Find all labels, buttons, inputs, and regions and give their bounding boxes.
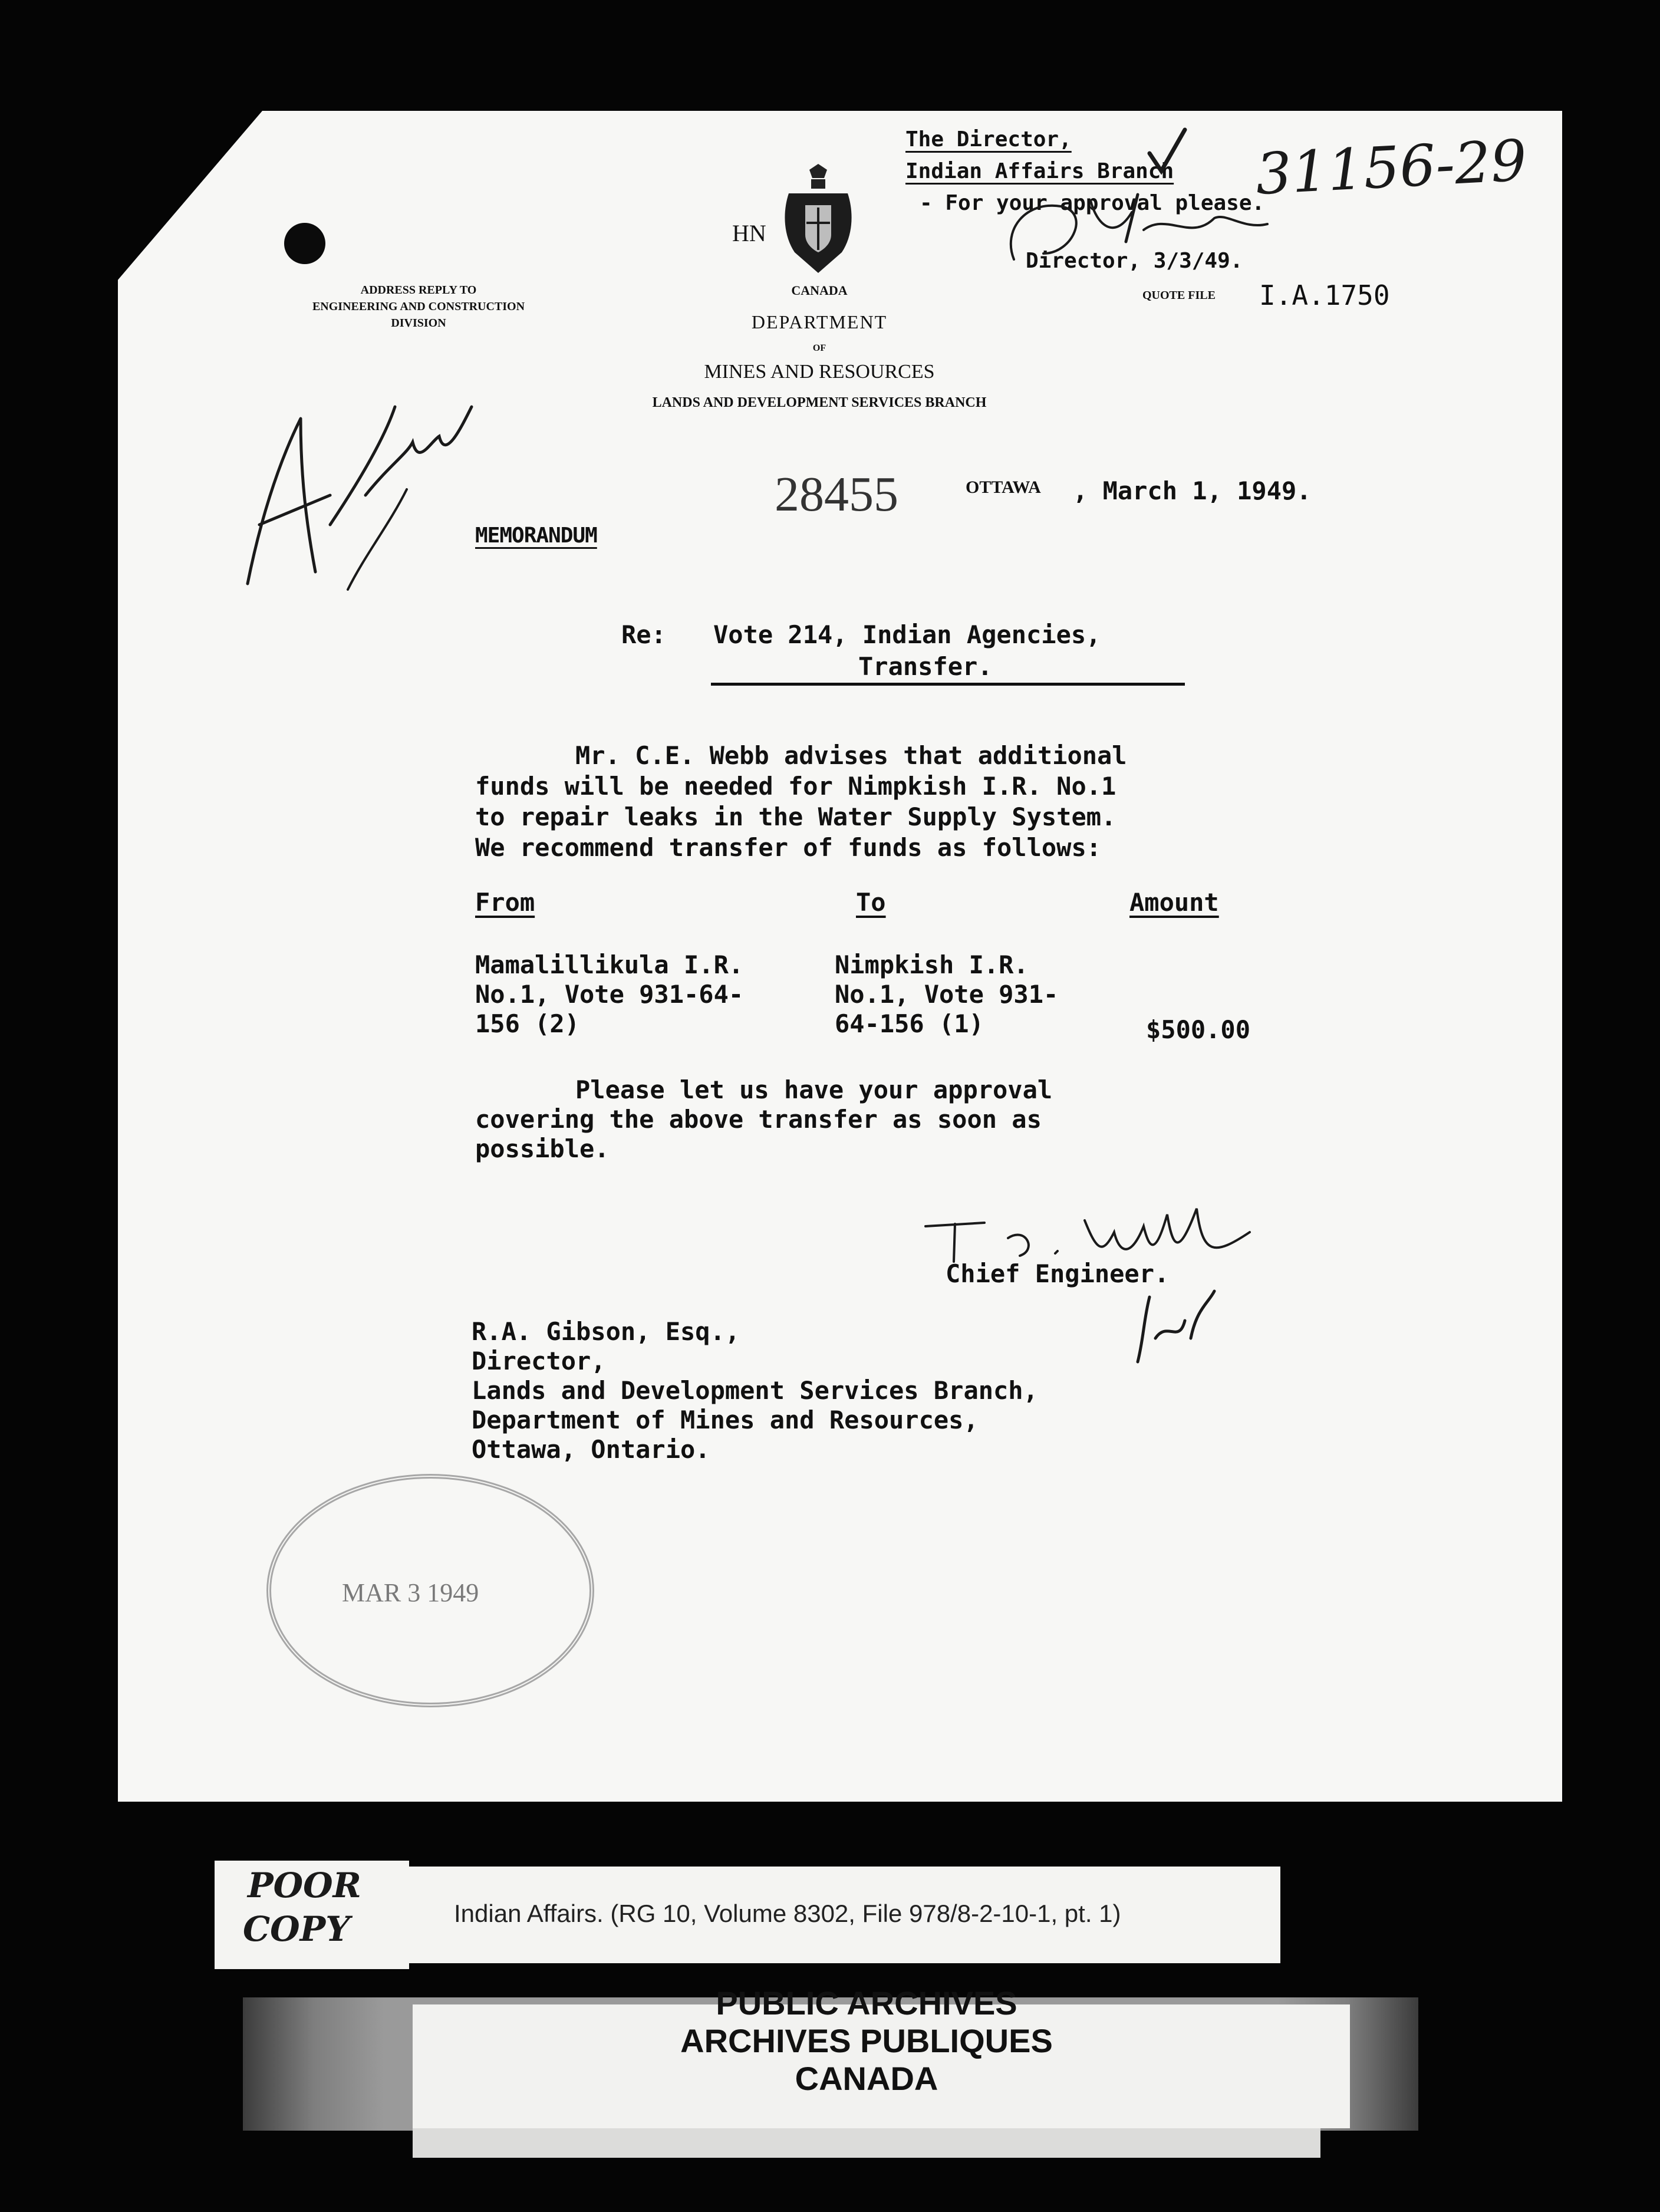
routing-note-line: - For your approval please. bbox=[920, 191, 1265, 215]
routing-note-line: Indian Affairs Branch bbox=[905, 159, 1174, 183]
branch-label: LANDS AND DEVELOPMENT SERVICES BRANCH bbox=[652, 395, 987, 410]
transfer-to-line: No.1, Vote 931- bbox=[835, 980, 1059, 1009]
archive-label-line: ARCHIVES PUBLIQUES bbox=[680, 2022, 1053, 2059]
transfer-from-line: 156 (2) bbox=[475, 1009, 580, 1038]
ministry-label: MINES AND RESOURCES bbox=[704, 361, 935, 383]
transfer-to-cell bbox=[835, 950, 1058, 1039]
transfer-from-cell bbox=[475, 950, 743, 1039]
poor-copy-line: POOR bbox=[248, 1865, 361, 1905]
column-header-to: To bbox=[856, 888, 886, 917]
poor-copy-line: COPY bbox=[243, 1909, 350, 1949]
quote-file-label: QUOTE FILE bbox=[1142, 289, 1216, 302]
quote-file-value: I.A.1750 bbox=[1259, 279, 1390, 311]
body-line: to repair leaks in the Water Supply System. bbox=[475, 802, 1116, 831]
memo-heading: MEMORANDUM bbox=[475, 524, 597, 548]
coat-of-arms-icon bbox=[777, 164, 859, 276]
address-reply-block bbox=[277, 282, 560, 331]
subject-re: Re: bbox=[621, 620, 666, 649]
archive-label-text bbox=[589, 1984, 1144, 2098]
initials-scribble bbox=[212, 348, 489, 595]
punch-hole bbox=[284, 223, 325, 264]
transfer-to-line: Nimpkish I.R. bbox=[835, 950, 1029, 979]
routing-note-line: Director, 3/3/49. bbox=[1026, 249, 1243, 273]
memo-date: , March 1, 1949. bbox=[1073, 476, 1312, 505]
addressee-line: R.A. Gibson, Esq., bbox=[472, 1317, 740, 1346]
body-line: Mr. C.E. Webb advises that additional bbox=[575, 741, 1127, 770]
closing-line: covering the above transfer as soon as bbox=[475, 1105, 1042, 1134]
subject-line: Transfer. bbox=[858, 652, 993, 681]
addressee-block bbox=[472, 1317, 1038, 1464]
addressee-line: Director, bbox=[472, 1347, 606, 1375]
subject-underline bbox=[711, 683, 1185, 686]
addressee-line: Lands and Development Services Branch, bbox=[472, 1376, 1038, 1405]
archive-label-line: PUBLIC ARCHIVES bbox=[716, 1984, 1017, 2022]
addressee-line: Ottawa, Ontario. bbox=[472, 1435, 710, 1464]
canada-label: CANADA bbox=[791, 283, 848, 298]
transfer-from-line: No.1, Vote 931-64- bbox=[475, 980, 744, 1009]
closing-paragraph bbox=[475, 1075, 1052, 1164]
transfer-from-line: Mamalillikula I.R. bbox=[475, 950, 744, 979]
transfer-amount: $500.00 bbox=[1146, 1015, 1251, 1044]
address-reply-line: ENGINEERING AND CONSTRUCTION bbox=[312, 300, 525, 313]
hn-mark: HN bbox=[732, 220, 766, 246]
closing-line: Please let us have your approval bbox=[575, 1075, 1053, 1104]
engineer-signature bbox=[920, 1197, 1262, 1268]
check-mark-icon bbox=[1144, 124, 1191, 177]
transfer-to-line: 64-156 (1) bbox=[835, 1009, 984, 1038]
place-label: OTTAWA bbox=[966, 478, 1041, 497]
source-caption: Indian Affairs. (RG 10, Volume 8302, File 978/8-2-10-1, pt. 1) bbox=[454, 1900, 1121, 1927]
archive-label-edge bbox=[413, 2128, 1320, 2158]
department-label: DEPARTMENT bbox=[751, 311, 888, 333]
body-paragraph bbox=[475, 740, 1127, 863]
subject-line: Vote 214, Indian Agencies, bbox=[713, 620, 1101, 649]
of-label: OF bbox=[812, 343, 826, 353]
received-stamp-date: MAR 3 1949 bbox=[342, 1578, 479, 1607]
addressee-line: Department of Mines and Resources, bbox=[472, 1405, 979, 1434]
column-header-amount: Amount bbox=[1129, 888, 1219, 917]
body-line: We recommend transfer of funds as follows: bbox=[475, 833, 1102, 862]
handwritten-file-number: 31156-29 bbox=[1254, 127, 1529, 208]
column-header-from: From bbox=[475, 888, 535, 917]
body-line: funds will be needed for Nimpkish I.R. No.1 bbox=[475, 772, 1116, 801]
archive-label-line: CANADA bbox=[795, 2060, 938, 2097]
reference-number: 28455 bbox=[775, 467, 898, 522]
signature-title: Chief Engineer. bbox=[946, 1259, 1170, 1288]
closing-line: possible. bbox=[475, 1134, 610, 1163]
address-reply-line: DIVISION bbox=[391, 317, 446, 330]
routing-note-line: The Director, bbox=[905, 127, 1072, 152]
initials-mark bbox=[1126, 1285, 1220, 1368]
address-reply-line: ADDRESS REPLY TO bbox=[360, 284, 477, 297]
